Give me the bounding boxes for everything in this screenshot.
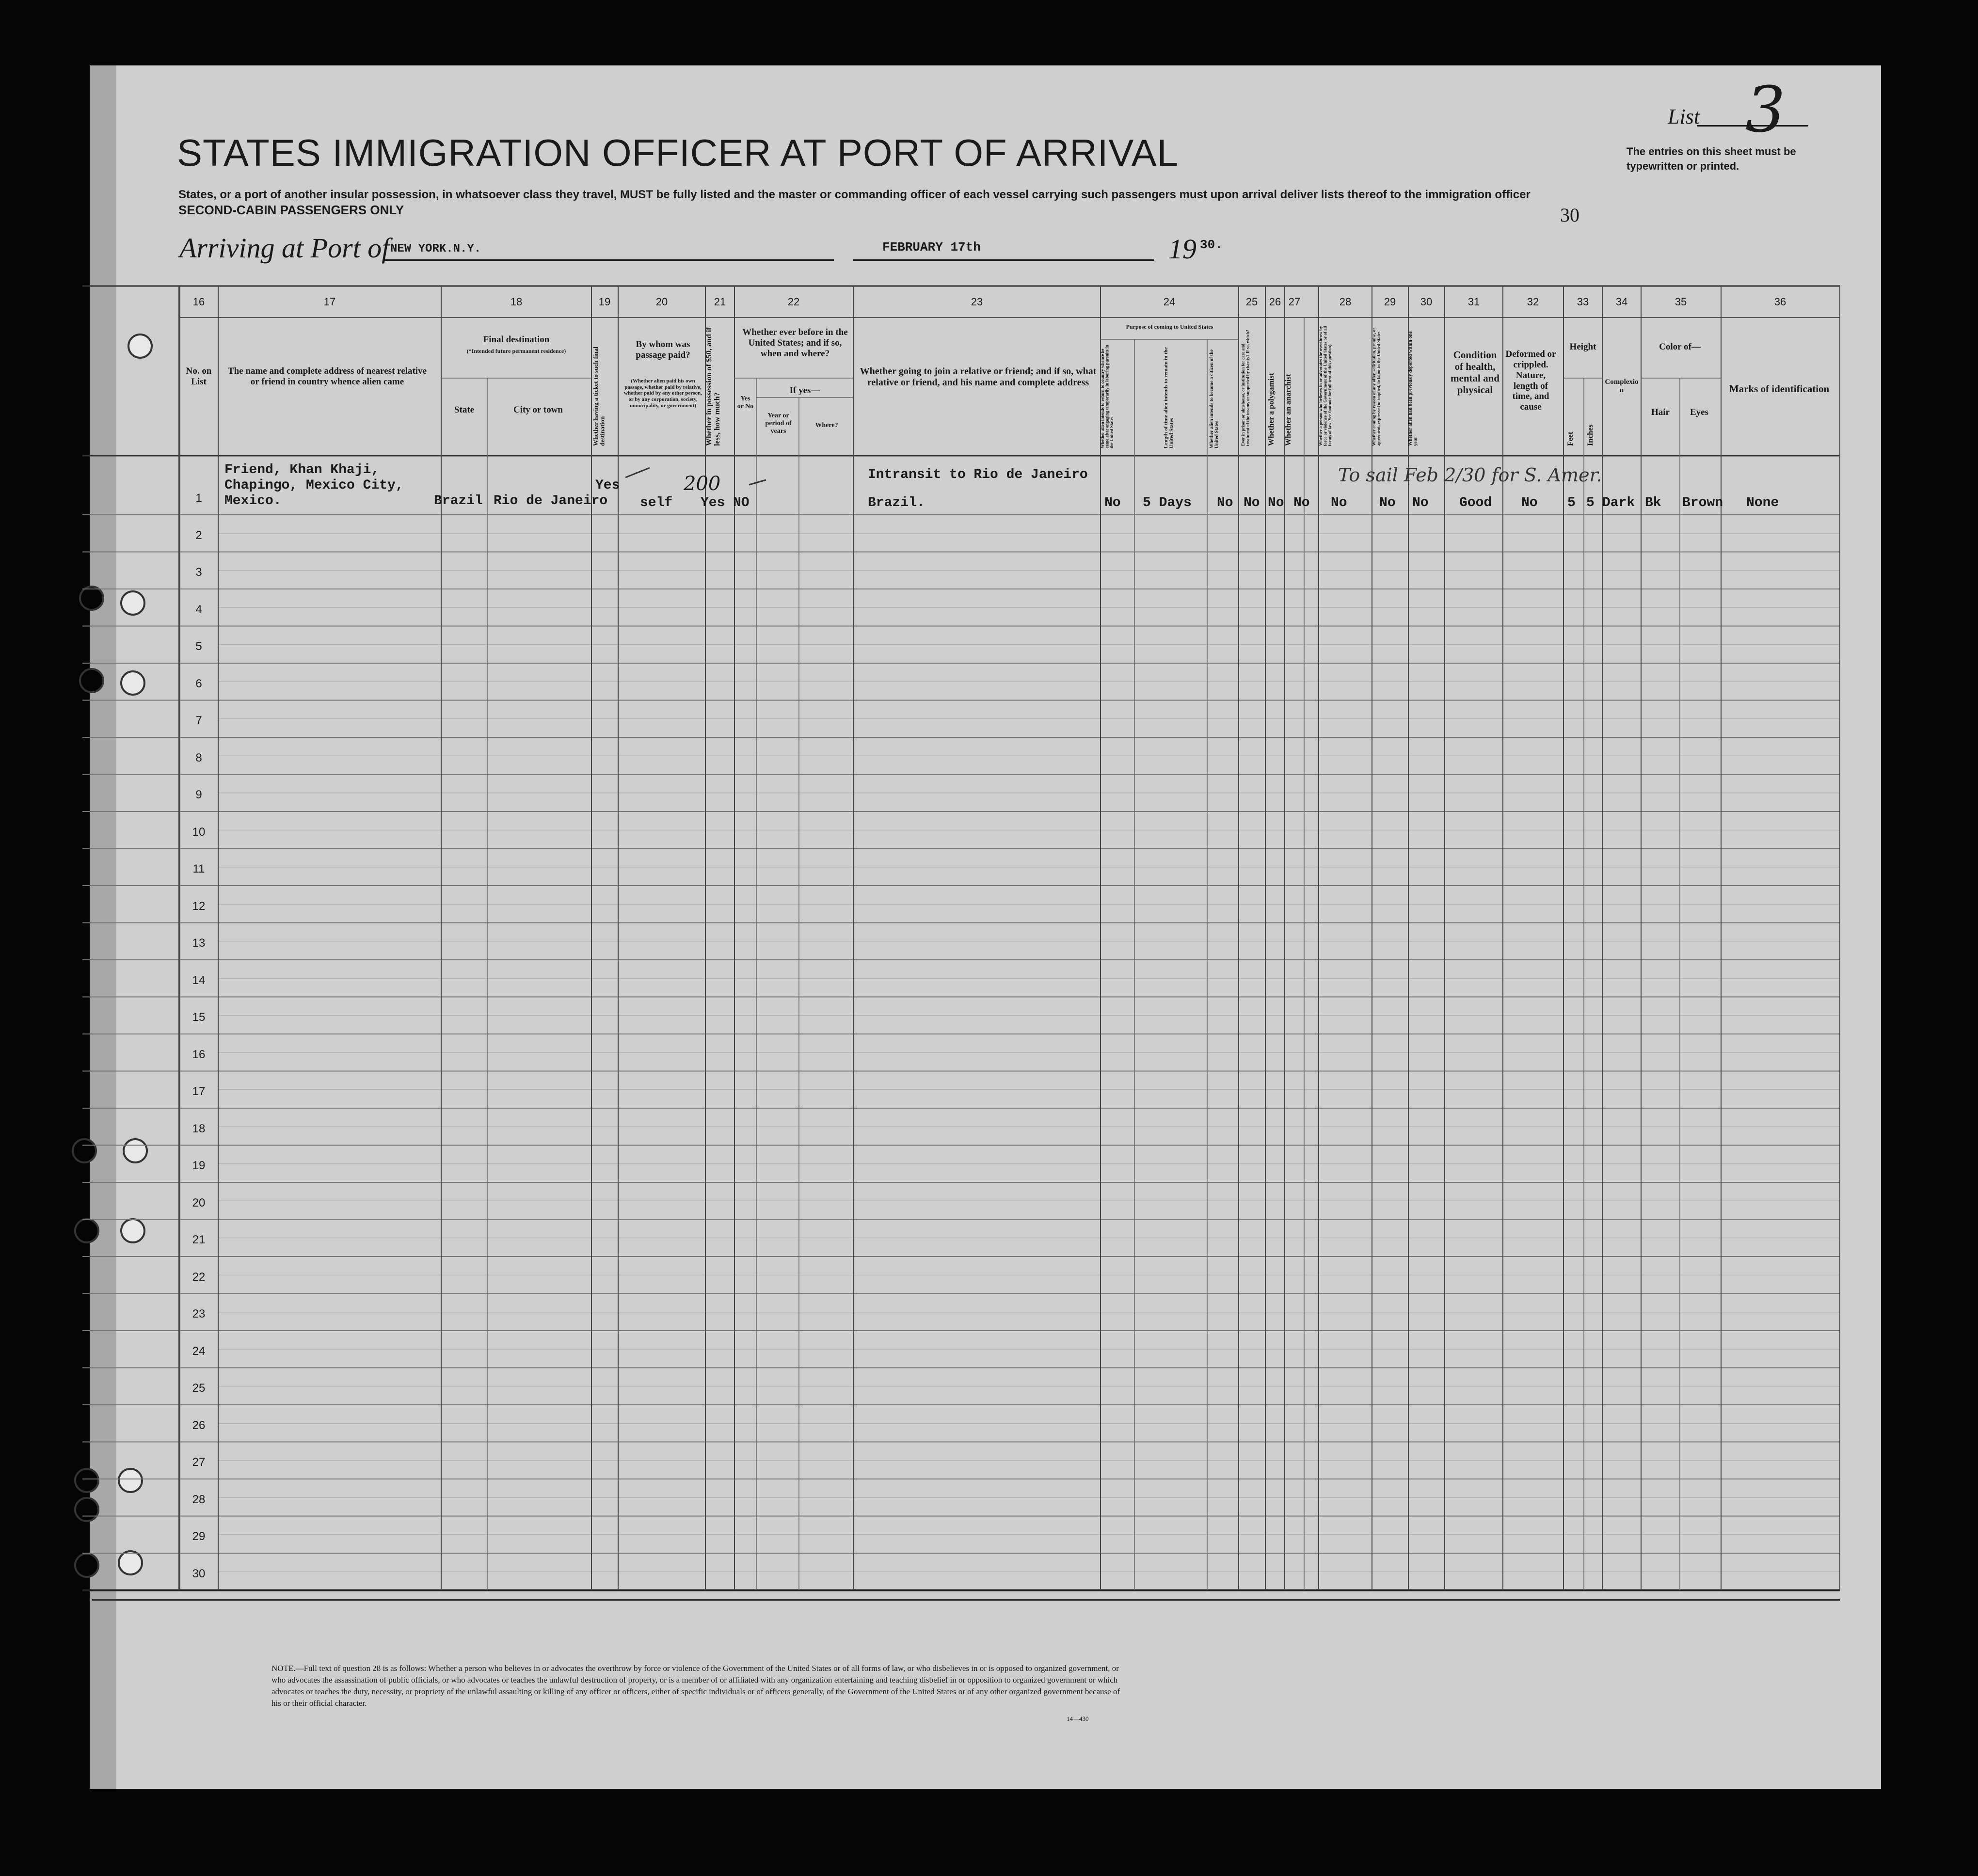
row-number: 26 [192,1418,206,1432]
footer-note: NOTE.—Full text of question 28 is as follows: Whether a person who believes in or advocates the overthrow by force or violence of the Government of the United States or of all forms of law, or who disbelieves in or is opposed to organized government, or who advocates the assassination of public officials, or who advocates or teaches the unlawful destruction of property, or is a member of or affiliated with any organization entertaining and teaching disbelief in or opposition to organized government or which advocates or teaches the duty, necessity, or propriety of the unlawful assaulting or killing of any officer or officers, either of specific individuals or of officers generally, of the Government of the United States or of any other organized government because of his or their official character. [271,1664,1120,1708]
column-number: 23 [971,296,983,308]
header-final-destination: Final destination [483,334,550,345]
column-number: 36 [1774,296,1787,308]
row-number: 9 [195,788,202,801]
row-number: 12 [192,899,206,913]
header-yes-no: Yes or No [737,395,754,411]
row-number: 3 [195,566,202,579]
column-number: 32 [1527,296,1539,308]
page-title: STATES IMMIGRATION OFFICER AT PORT OF ARRIVAL [177,131,1179,174]
header-if-yes: If yes— [789,385,820,396]
row-number: 13 [192,937,206,950]
column-number: 27 [1288,296,1301,308]
column-number: 25 [1245,296,1258,308]
header-height: Height [1569,342,1596,352]
paid-by-value: self [640,495,673,510]
header-color-of: Color of— [1659,342,1701,352]
row-number: 16 [192,1048,206,1061]
deformed-value: No [1521,495,1538,510]
q25-value: No [1244,495,1260,510]
year-prefix: 19 [1168,233,1196,265]
header-year-period: Year or period of years [765,412,792,435]
complexion-value: Dark [1602,495,1635,510]
column-number: 30 [1420,296,1433,308]
row-number: 11 [192,862,205,875]
column-number: 16 [192,296,205,308]
column-number: 26 [1269,296,1281,308]
money-handwritten: 200 [684,473,721,495]
eyes-value: Brown [1682,495,1723,510]
column-number: 20 [655,296,668,308]
port-value: NEW YORK.N.Y. [390,242,481,255]
header-city: City or town [513,405,563,415]
health-value: Good [1459,495,1492,510]
column-number: 35 [1675,296,1687,308]
row-number: 10 [192,825,206,839]
instructions: The entries on this sheet must be typewritten or printed. [1627,145,1796,172]
column-number: 22 [787,296,800,308]
row-number: 5 [195,640,202,653]
column-number: 18 [510,296,523,308]
dest-city: Rio de Janeiro [494,493,608,509]
q29-value: No [1379,495,1396,510]
list-number: 3 [1745,73,1786,146]
row-number: 2 [195,528,202,542]
row-number: 17 [192,1085,206,1098]
header-eyes: Eyes [1690,407,1708,417]
hair-value: Bk [1645,495,1661,510]
row-number: 20 [192,1196,206,1209]
join-line-1: Intransit to Rio de Janeiro [868,467,1088,482]
header-prison: Ever in prison or almshouse, or institution for care and treatment of the insane, or supported by charity? If so, which? [1241,330,1250,446]
join-line-2: Brazil. [868,495,925,510]
row-number: 15 [192,1011,206,1024]
header-anarchist: Whether an anarchist [1284,374,1292,446]
row-number: 30 [192,1567,206,1580]
header-purpose-return: Whether alien intends to return to country whence he came after engaging temporarily in laboring pursuits in the United States [1100,345,1114,448]
q28-value: No [1331,495,1347,510]
subtitle: States, or a port of another insular possession, in whatsoever class they travel, MUST be fully listed and the master or commanding officer of each vessel carrying such passengers must upon arrival deliver lists thereof to the immigration officer [178,188,1531,201]
citizen-value: No [1217,495,1233,510]
date-value: FEBRUARY 17th [882,240,981,254]
row-number: 25 [192,1382,206,1395]
header-relative: The name and complete address of nearest relative or friend in country whence alien came [227,366,427,387]
header-marks: Marks of identification [1729,383,1830,395]
q26-value: No [1268,495,1284,510]
grid-line [625,468,650,477]
header-paid: By whom was passage paid? [636,339,690,360]
relative-line-3: Mexico. [224,493,282,509]
column-number: 34 [1615,296,1628,308]
row-number: 22 [192,1270,206,1284]
before-us-value: NO [733,495,750,510]
cabin-class: SECOND-CABIN PASSENGERS ONLY [178,203,404,217]
header-q28: Whether a person who believes in or advocates the overthrow by force or violence of the Government of the United States or of all forms of law (See footnote for full text of this question) [1318,326,1332,446]
relative-line-2: Chapingo, Mexico City, [224,478,404,493]
row-number: 29 [192,1530,206,1543]
form-number: 14—430 [1067,1715,1089,1722]
grid-line [749,480,766,485]
arriving-label: Arriving at Port of [179,232,390,264]
header-where: Where? [815,422,838,429]
q27-value: No [1293,495,1310,510]
list-label: List [1668,105,1700,128]
column-number: 21 [714,296,726,308]
column-number: 31 [1468,296,1480,308]
sheet-number: 30 [1560,204,1579,226]
header-deformed: Deformed or crippled. Nature, length of time, and cause [1505,349,1556,413]
ticket-value: Yes [595,478,620,493]
row-number: 7 [195,714,202,727]
header-hair: Hair [1651,407,1670,417]
header-purpose-stay: Length of time alien intends to remain in the United States [1163,347,1175,448]
row-number: 27 [192,1456,206,1469]
header-q29: Whether coming by reason of any offer, solicitation, promise, or agreement, expressed or implied, to labor in the United States [1372,328,1381,446]
row-number: 8 [195,751,202,764]
possession-value: Yes [701,495,725,510]
header-q30: Whether alien had been previously deported within one year [1408,331,1419,446]
header-purpose: Purpose of coming to United States [1126,323,1213,330]
column-number: 33 [1577,296,1589,308]
row-number: 6 [195,677,202,690]
year-suffix: 30. [1200,238,1223,252]
q30-value: No [1412,495,1429,510]
column-number: 24 [1163,296,1176,308]
stay-value: 5 Days [1143,495,1192,510]
row-number: 4 [195,603,202,616]
header-feet: Feet [1566,431,1575,446]
paid-note: (Whether alien paid his own passage, whether paid by relative, whether paid by any other person, or by any corporation, society, municipality, or government) [624,378,702,409]
row-number: 1 [195,492,202,505]
header-no-on-list: No. on List [186,366,212,387]
return-value: No [1104,495,1121,510]
header-complexion: Complexion [1605,378,1639,395]
row-number: 21 [192,1233,206,1246]
header-state: State [454,405,475,415]
header-before-us: Whether ever before in the United States; and if so, when and where? [742,327,848,359]
header-polygamist: Whether a polygamist [1267,373,1276,446]
final-dest-note: (*Intended future permanent residence) [466,348,566,354]
header-inches: Inches [1586,424,1595,446]
dest-state: Brazil [434,493,483,509]
marks-value: None [1746,495,1779,510]
column-number: 19 [598,296,611,308]
header-health: Condition of health, mental and physical [1451,349,1499,396]
row-number: 28 [192,1493,206,1506]
header-money: Whether in possession of $50, and if less, how much? [705,327,721,446]
header-ticket: Whether having a ticket to such final destination [592,347,606,446]
inches-value: 5 [1586,495,1595,510]
row-number: 23 [192,1307,206,1320]
relative-line-1: Friend, Khan Khaji, [224,462,380,477]
column-number: 17 [323,296,336,308]
header-purpose-citizen: Whether alien intends to become a citizen of the United States [1209,349,1220,448]
row-number: 18 [192,1122,206,1135]
row-number: 24 [192,1344,206,1358]
column-number: 28 [1339,296,1352,308]
column-number: 29 [1384,296,1396,308]
row-number: 14 [192,973,206,987]
row-number: 19 [192,1159,206,1172]
feet-value: 5 [1567,495,1576,510]
handwritten-annotation: To sail Feb 2/30 for S. Amer. [1338,464,1602,486]
header-join: Whether going to join a relative or friend; and if so, what relative or friend, and his name and complete address [860,366,1097,388]
